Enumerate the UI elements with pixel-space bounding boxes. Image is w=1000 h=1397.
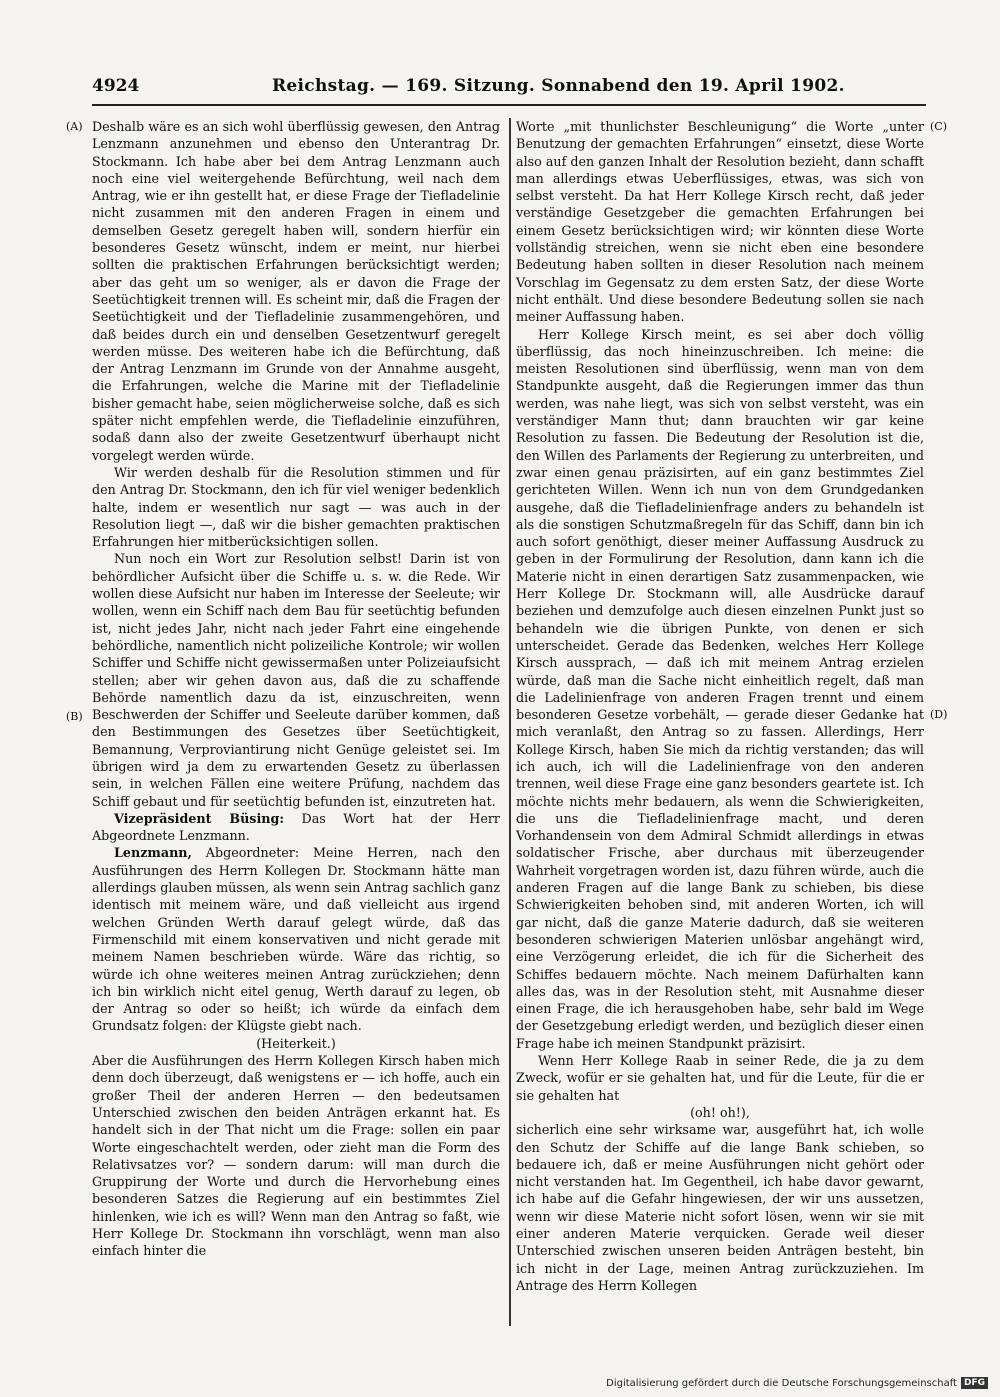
right-paragraph-3: Wenn Herr Kollege Raab in seiner Rede, die ja zu dem Zweck, wofür er sie gehalten hat, und für die Leute, für die er sie gehalten hat: [516, 1053, 924, 1103]
left-paragraph-4: Aber die Ausführungen des Herrn Kollegen Kirsch haben mich denn doch überzeugt, daß wenigstens er — ich hoffe, auch ein großer Theil der anderen Herren — den bedeutsamen Unterschied zwischen den beiden Anträgen erkannt hat. Es handelt sich in der That nicht um die Frage: sollen ein paar Worte eingeschachtelt werden, oder zieht man die Form des Relativsatzes vor? — sondern darum: will man durch die Gruppirung der Worte und durch die Hervorhebung eines besonderen Satzes die Regierung auf ein bestimmtes Ziel hinlenken, wie ich es will? Wenn man den Antrag so faßt, wie Herr Kollege Dr. Stockmann ihn vorschlägt, wenn man also einfach hinter die: [92, 1053, 500, 1259]
right-paragraph-1: Worte „mit thunlichster Beschleunigung“ die Worte „unter Benutzung der gemachten Erfahrungen“ einsetzt, diese Worte also auf den ganzen Inhalt der Resolution bezieht, dann schafft man allerdings etwas Ueberflüssiges, etwas, was sich von selbst versteht. Da hat Herr Kollege Kirsch recht, daß jeder verständige Gesetzgeber die gemachten Erfahrungen bei einem Gesetz berücksichtigen wird; wir könnten diese Worte vollständig streichen, wenn sie nicht eben eine besondere Bedeutung haben sollten in dieser Resolution nach meinem Vorschlag im Gegensatz zu dem ersten Satz, der diese Worte nicht enthält. Und diese besondere Bedeutung sollen sie nach meiner Auffassung haben.: [516, 119, 924, 325]
digitization-credit: [606, 1377, 988, 1389]
margin-marker-b: (B): [66, 710, 83, 723]
running-title: Reichstag. — 169. Sitzung. Sonnabend den 19. April 1902.: [272, 76, 845, 96]
credit-text: Digitalisierung gefördert durch die Deutsche Forschungsgemeinschaft: [606, 1377, 957, 1389]
left-column: [92, 118, 500, 1260]
margin-marker-c: (C): [930, 120, 947, 133]
margin-marker-a: (A): [66, 120, 83, 133]
speaker-vizepraesident: [92, 810, 500, 845]
speaker-lenzmann: [92, 844, 500, 1034]
column-divider: [509, 118, 511, 1326]
page-header: [92, 76, 926, 100]
left-paragraph-1: Deshalb wäre es an sich wohl überflüssig gewesen, den Antrag Lenzmann anzunehmen und ebenso den Unterantrag Dr. Stockmann. Ich habe aber bei dem Antrag Lenzmann auch noch eine viel weitergehende Befürchtung, weil nach dem Antrag, wie er ihn gestellt hat, er diese Frage der Tiefladelinie nicht zusammen mit den anderen Fragen in einem und demselben Gesetz geregelt haben will, sondern hierfür ein besonderes Gesetz wünscht, indem er meint, nur hierbei sollten die praktischen Erfahrungen berücksichtigt werden; aber das geht um so weniger, als er davon die Frage der Seetüchtigkeit trennen will. Es scheint mir, daß die Fragen der Seetüchtigkeit und der Tiefladelinie zusammengehören, und daß beides durch ein und denselben Gesetzentwurf geregelt werden müsse. Des weiteren habe ich die Befürchtung, daß der Antrag Lenzmann im Grunde von der Annahme ausgeht, die Erfahrungen, welche die Marine mit der Tiefladelinie bisher gemacht habe, seien möglicherweise solche, daß es sich später nicht empfehlen werde, die Tiefladelinie einzuführen, sodaß dann also der zweite Gesetzentwurf überhaupt nicht vorgelegt werden würde.: [92, 119, 500, 463]
speaker-name-buesing: Vizepräsident Büsing:: [114, 810, 285, 826]
speaker-text-lenzmann: Abgeordneter: Meine Herren, nach den Ausführungen des Herrn Kollegen Dr. Stockmann hätte man allerdings glauben müssen, als wenn sein Antrag sachlich ganz identisch mit meinem wäre, und daß vielleicht aus irgend welchen Gründen Werth darauf gelegt würde, daß das Firmenschild mit einem konservativen und nicht gerade mit meinem Namen beschrieben würde. Wäre das richtig, so würde ich ohne weiteres meinen Antrag zurückziehen; denn ich bin wirklich nicht eitel genug, Werth darauf zu legen, ob der Antrag so oder so heißt; ich würde da einfach dem Grundsatz folgen: der Klügste giebt nach.: [92, 845, 500, 1034]
margin-marker-d: (D): [930, 708, 948, 721]
speaker-name-lenzmann: Lenzmann,: [114, 845, 192, 861]
right-paragraph-4: sicherlich eine sehr wirksame war, ausgeführt hat, ich wolle den Schutz der Schiffe auf die lange Bank schieben, so bedauere ich, daß er meine Ausführungen nicht gehört oder nicht verstanden hat. Im Gegentheil, ich habe davor gewarnt, ich habe auf die Gefahr hingewiesen, der wir uns aussetzen, wenn wir diese Materie nicht sofort lösen, wenn wir sie mit einer anderen Materie verquicken. Gerade weil dieser Unterschied zwischen unseren beiden Anträgen besteht, bin ich nicht in der Lage, meinen Antrag zurückzuziehen. Im Antrage des Herrn Kollegen: [516, 1122, 924, 1293]
left-paragraph-2: Wir werden deshalb für die Resolution stimmen und für den Antrag Dr. Stockmann, den ich für viel weniger bedenklich halte, indem er wesentlich nur sagt — was auch in der Resolution liegt —, daß wir die bisher gemachten praktischen Erfahrungen hier mitberücksichtigen sollen.: [92, 464, 500, 550]
header-rule: [92, 104, 926, 106]
speaker-text-buesing: Das Wort hat der Herr Abgeordnete Lenzmann.: [92, 810, 500, 844]
left-paragraph-3: Nun noch ein Wort zur Resolution selbst! Darin ist von behördlicher Aufsicht über die Schiffe u. s. w. die Rede. Wir wollen diese Aufsicht nur haben im Interesse der Seeleute; wir wollen, wenn ein Schiff nach dem Bau für seetüchtig befunden ist, nicht jedes Jahr, nicht nach jeder Fahrt eine eingehende behördliche, namentlich nicht polizeiliche Kontrole; wir wollen Schiffer und Schiffe nicht gewissermaßen unter Polizeiaufsicht stellen; aber wir gehen davon aus, daß die zu schaffende Behörde namentlich dazu da ist, einzuschreiten, wenn Beschwerden der Schiffer und Seeleute darüber kommen, daß den Bestimmungen des Gesetzes über Seetüchtigkeit, Bemannung, Verproviantirung nicht Genüge geleistet sei. Im übrigen wird ja dem zu erwartenden Gesetz zu überlassen sein, in welchen Fällen eine weitere Prüfung, nachdem das Schiff gebaut und für seetüchtig befunden ist, einzutreten hat.: [92, 551, 500, 809]
right-column: [516, 118, 924, 1294]
dfg-logo: DFG: [961, 1377, 988, 1389]
interjection-heiterkeit: (Heiterkeit.): [256, 1035, 336, 1051]
right-paragraph-2: Herr Kollege Kirsch meint, es sei aber doch völlig überflüssig, das noch hineinzuschreiben. Ich meine: die meisten Resolutionen sind überflüssig, wenn man von dem Standpunkte ausgeht, daß die Regierungen immer das thun werden, was nahe liegt, was sich von selbst versteht, was ein verständiger Mann thut; dann brauchten wir gar keine Resolution zu fassen. Die Bedeutung der Resolution ist die, den Willen des Parlaments der Regierung zu unterbreiten, und zwar einen genau präzisirten, auf ein ganz bestimmtes Ziel gerichteten Willen. Wenn ich nun von dem Grundgedanken ausgehe, daß die Tiefladelinienfrage anders zu behandeln ist als die sonstigen Schutzmaßregeln für das Schiff, dann bin ich auch sofort genöthigt, dieser meiner Auffassung Ausdruck zu geben in der Formulirung der Resolution, dann kann ich die Materie nicht in einen derartigen Satz zusammenpacken, wie Herr Kollege Dr. Stockmann will, alle Ausdrücke darauf beziehen und demzufolge auch diesen einzelnen Punkt just so behandeln wie die übrigen Punkte, von denen er sich unterscheidet. Gerade das Bedenken, welches Herr Kollege Kirsch aussprach, — daß ich mit meinem Antrag erzielen würde, daß man die Sache nicht einheitlich regelt, daß man die Ladelinienfrage von anderen Fragen trennt und einem besonderen Gesetze vorbehält, — gerade dieser Gedanke hat mich veranlaßt, den Antrag so zu fassen. Allerdings, Herr Kollege Kirsch, haben Sie mich da richtig verstanden; das will ich auch, ich will die Ladelinienfrage von den anderen trennen, weil diese Frage eine ganz besonders geartete ist. Ich möchte nichts mehr bedauern, als wenn die Schwierigkeiten, die uns die Tiefladelinienfrage macht, und deren Vorhandensein von dem Admiral Schmidt allerdings in etwas soldatischer Frische, aber durchaus mit überzeugender Wahrheit vorgetragen worden ist, dazu führen würde, auch die anderen Fragen auf die lange Bank zu schieben, bis diese Schwierigkeiten behoben sind, mit anderen Worten, ich will gar nicht, daß die ganze Materie dadurch, daß sie weiteren besonderen schwierigen Materien unlösbar angehängt wird, eine Verzögerung erleidet, die ich für die Sicherheit des Schiffes bedauern möchte. Nach meinem Dafürhalten kann alles das, was in der Resolution steht, mit Ausnahme dieser einen Frage, die ich herausgehoben habe, sehr bald im Wege der Gesetzgebung erledigt werden, und bezüglich dieser einen Frage habe ich meinen Standpunkt präzisirt.: [516, 326, 924, 1051]
interjection-oh: (oh! oh!),: [690, 1104, 750, 1120]
page-number: 4924: [92, 76, 140, 96]
